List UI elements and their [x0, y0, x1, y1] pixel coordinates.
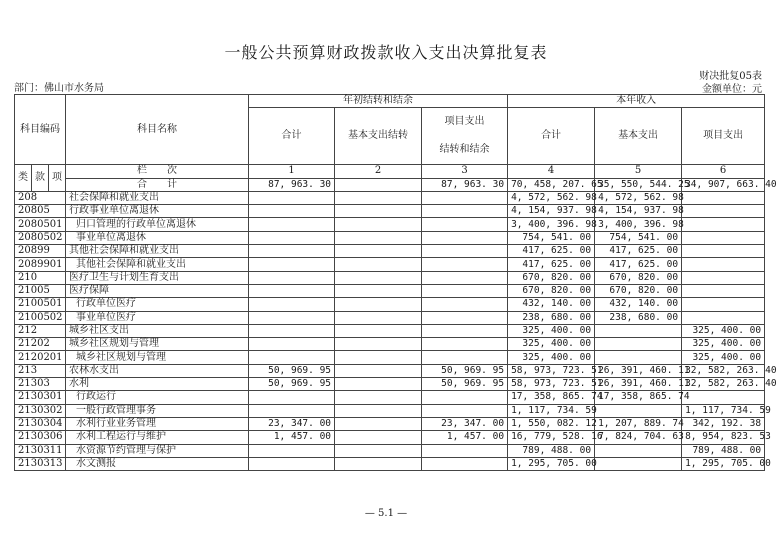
amount-cell — [682, 258, 765, 271]
header-section: 款 — [32, 165, 49, 192]
amount-cell — [249, 205, 335, 218]
amount-cell — [682, 298, 765, 311]
subject-code-cell: 2130311 — [15, 444, 66, 457]
amount-cell — [335, 417, 422, 430]
amount-cell: 1, 117, 734. 59 — [682, 404, 765, 417]
subject-code-cell: 20899 — [15, 245, 66, 258]
header-begin-project-line1: 项目支出 — [444, 116, 485, 128]
amount-cell: 4, 154, 937. 98 — [508, 205, 595, 218]
amount-cell: 1, 117, 734. 59 — [508, 404, 595, 417]
header-begin-total: 合计 — [249, 108, 335, 165]
subject-name-cell: 水利行业业务管理 — [66, 417, 249, 430]
amount-cell — [335, 311, 422, 324]
subject-name-cell: 医疗保障 — [66, 284, 249, 297]
amount-cell: 325, 400. 00 — [508, 351, 595, 364]
col-num-1: 1 — [249, 165, 335, 178]
amount-cell — [422, 391, 508, 404]
amount-cell — [682, 284, 765, 297]
amount-cell: 58, 973, 723. 51 — [508, 364, 595, 377]
amount-cell: 754, 541. 00 — [508, 231, 595, 244]
amount-cell — [335, 457, 422, 470]
total-cell: 35, 550, 544. 25 — [595, 178, 682, 191]
amount-cell: 23, 347. 00 — [249, 417, 335, 430]
amount-cell: 342, 192. 38 — [682, 417, 765, 430]
total-cell: 87, 963. 30 — [249, 178, 335, 191]
amount-cell — [682, 231, 765, 244]
amount-cell: 26, 391, 460. 11 — [595, 364, 682, 377]
amount-cell — [335, 284, 422, 297]
amount-cell — [249, 311, 335, 324]
subject-code-cell: 2120201 — [15, 351, 66, 364]
header-begin-project — [422, 108, 508, 165]
amount-cell — [249, 271, 335, 284]
subject-name-cell: 行政运行 — [66, 391, 249, 404]
amount-cell — [249, 404, 335, 417]
amount-cell — [249, 324, 335, 337]
amount-cell — [335, 231, 422, 244]
table-row — [15, 404, 765, 417]
amount-cell: 670, 820. 00 — [595, 284, 682, 297]
total-cell: 34, 907, 663. 40 — [682, 178, 765, 191]
col-num-3: 3 — [422, 165, 508, 178]
header-begin-project-line2: 结转和结余 — [439, 144, 490, 156]
amount-cell: 58, 973, 723. 51 — [508, 378, 595, 391]
amount-cell: 670, 820. 00 — [595, 271, 682, 284]
amount-cell — [335, 218, 422, 231]
amount-cell: 3, 400, 396. 98 — [508, 218, 595, 231]
amount-cell — [335, 444, 422, 457]
col-num-6: 6 — [682, 165, 765, 178]
amount-cell: 1, 295, 705. 00 — [682, 457, 765, 470]
subject-code-cell: 210 — [15, 271, 66, 284]
amount-cell — [682, 271, 765, 284]
table-row — [15, 351, 765, 364]
table-row — [15, 271, 765, 284]
table-row — [15, 457, 765, 470]
amount-cell — [249, 218, 335, 231]
header-subject-name: 科目名称 — [66, 95, 249, 165]
subject-name-cell: 水资源节约管理与保护 — [66, 444, 249, 457]
amount-cell — [422, 298, 508, 311]
amount-cell: 50, 969. 95 — [249, 378, 335, 391]
subject-code-cell: 2080502 — [15, 231, 66, 244]
amount-cell: 789, 488. 00 — [508, 444, 595, 457]
subject-code-cell: 213 — [15, 364, 66, 377]
table-row — [15, 324, 765, 337]
amount-cell — [335, 191, 422, 204]
amount-cell: 4, 572, 562. 98 — [595, 191, 682, 204]
amount-cell — [682, 245, 765, 258]
subject-name-cell: 城乡社区规划与管理 — [66, 351, 249, 364]
amount-cell: 1, 207, 889. 74 — [595, 417, 682, 430]
amount-cell: 417, 625. 00 — [595, 258, 682, 271]
amount-cell — [335, 205, 422, 218]
amount-cell — [422, 351, 508, 364]
subject-name-cell: 社会保障和就业支出 — [66, 191, 249, 204]
total-cell: 87, 963. 30 — [422, 178, 508, 191]
subject-name-cell: 城乡社区支出 — [66, 324, 249, 337]
subject-name-cell: 事业单位离退休 — [66, 231, 249, 244]
amount-cell: 238, 680. 00 — [508, 311, 595, 324]
amount-cell — [335, 258, 422, 271]
amount-cell — [422, 404, 508, 417]
table-row — [15, 231, 765, 244]
subject-code-cell: 212 — [15, 324, 66, 337]
table-row — [15, 364, 765, 377]
col-num-5: 5 — [595, 165, 682, 178]
amount-cell — [249, 284, 335, 297]
amount-cell — [422, 457, 508, 470]
currency-unit: 金额单位：元 — [702, 84, 762, 95]
amount-cell: 3, 400, 396. 98 — [595, 218, 682, 231]
total-cell — [335, 178, 422, 191]
amount-cell — [335, 324, 422, 337]
amount-cell — [682, 391, 765, 404]
amount-cell — [682, 311, 765, 324]
header-class: 类 — [15, 165, 32, 192]
amount-cell: 17, 358, 865. 74 — [508, 391, 595, 404]
amount-cell: 789, 488. 00 — [682, 444, 765, 457]
amount-cell: 238, 680. 00 — [595, 311, 682, 324]
amount-cell — [422, 218, 508, 231]
table-row — [15, 444, 765, 457]
amount-cell — [422, 258, 508, 271]
page-number: — 5.1 — — [364, 508, 408, 519]
amount-cell: 670, 820. 00 — [508, 271, 595, 284]
subject-name-cell: 行政单位医疗 — [66, 298, 249, 311]
amount-cell — [249, 258, 335, 271]
header-income-total: 合计 — [508, 108, 595, 165]
table-row — [15, 338, 765, 351]
header-income-project: 项目支出 — [682, 108, 765, 165]
amount-cell — [422, 338, 508, 351]
subject-code-cell: 2130313 — [15, 457, 66, 470]
subject-code-cell: 2080501 — [15, 218, 66, 231]
amount-cell — [422, 245, 508, 258]
table-row — [15, 218, 765, 231]
amount-cell — [595, 324, 682, 337]
form-code: 财决批复05表 — [699, 71, 762, 82]
subject-name-cell: 医疗卫生与计划生育支出 — [66, 271, 249, 284]
amount-cell: 325, 400. 00 — [508, 338, 595, 351]
amount-cell — [249, 191, 335, 204]
table-row — [15, 391, 765, 404]
table-row — [15, 191, 765, 204]
amount-cell: 17, 358, 865. 74 — [595, 391, 682, 404]
amount-cell: 432, 140. 00 — [508, 298, 595, 311]
table-row — [15, 258, 765, 271]
amount-cell — [595, 457, 682, 470]
subject-code-cell: 21202 — [15, 338, 66, 351]
amount-cell — [249, 231, 335, 244]
subject-code-cell: 2130302 — [15, 404, 66, 417]
amount-cell — [335, 364, 422, 377]
table-row — [15, 205, 765, 218]
amount-cell — [422, 271, 508, 284]
amount-cell — [595, 338, 682, 351]
amount-cell: 8, 954, 823. 53 — [682, 431, 765, 444]
amount-cell — [422, 444, 508, 457]
department-label: 部门：佛山市水务局 — [14, 83, 104, 94]
amount-cell — [682, 218, 765, 231]
subject-name-cell: 水利工程运行与维护 — [66, 431, 249, 444]
amount-cell — [335, 378, 422, 391]
total-label: 合 计 — [66, 178, 249, 191]
total-cell: 70, 458, 207. 65 — [508, 178, 595, 191]
header-row-label: 栏 次 — [66, 165, 249, 178]
amount-cell — [249, 391, 335, 404]
col-num-4: 4 — [508, 165, 595, 178]
amount-cell — [249, 245, 335, 258]
subject-code-cell: 21303 — [15, 378, 66, 391]
amount-cell: 1, 457. 00 — [422, 431, 508, 444]
amount-cell — [422, 191, 508, 204]
amount-cell: 417, 625. 00 — [508, 258, 595, 271]
budget-table — [14, 94, 777, 471]
amount-cell — [335, 298, 422, 311]
subject-name-cell: 城乡社区规划与管理 — [66, 338, 249, 351]
col-num-2: 2 — [335, 165, 422, 178]
amount-cell — [595, 404, 682, 417]
subject-code-cell: 21005 — [15, 284, 66, 297]
amount-cell: 754, 541. 00 — [595, 231, 682, 244]
subject-code-cell: 2130306 — [15, 431, 66, 444]
amount-cell: 4, 572, 562. 98 — [508, 191, 595, 204]
header-begin-basic: 基本支出结转 — [335, 108, 422, 165]
amount-cell — [422, 324, 508, 337]
amount-cell — [335, 338, 422, 351]
amount-cell: 417, 625. 00 — [595, 245, 682, 258]
amount-cell — [335, 351, 422, 364]
subject-code-cell: 2100502 — [15, 311, 66, 324]
amount-cell: 325, 400. 00 — [682, 351, 765, 364]
subject-name-cell: 行政事业单位离退休 — [66, 205, 249, 218]
amount-cell: 23, 347. 00 — [422, 417, 508, 430]
header-group-begin: 年初结转和结余 — [249, 95, 508, 108]
subject-code-cell: 2100501 — [15, 298, 66, 311]
amount-cell — [595, 351, 682, 364]
header-income-basic: 基本支出 — [595, 108, 682, 165]
table-row — [15, 245, 765, 258]
header-subject-code: 科目编码 — [15, 95, 66, 165]
header-item: 项 — [49, 165, 66, 192]
table-row — [15, 284, 765, 297]
amount-cell: 1, 550, 082. 12 — [508, 417, 595, 430]
subject-name-cell: 一般行政管理事务 — [66, 404, 249, 417]
amount-cell: 670, 820. 00 — [508, 284, 595, 297]
amount-cell: 325, 400. 00 — [682, 324, 765, 337]
amount-cell: 325, 400. 00 — [508, 324, 595, 337]
subject-code-cell: 208 — [15, 191, 66, 204]
subject-name-cell: 农林水支出 — [66, 364, 249, 377]
amount-cell — [682, 191, 765, 204]
amount-cell — [422, 284, 508, 297]
amount-cell: 7, 824, 704. 63 — [595, 431, 682, 444]
amount-cell: 32, 582, 263. 40 — [682, 378, 765, 391]
amount-cell — [335, 431, 422, 444]
amount-cell: 1, 295, 705. 00 — [508, 457, 595, 470]
amount-cell — [249, 457, 335, 470]
table-row — [15, 417, 765, 430]
amount-cell — [422, 231, 508, 244]
subject-code-cell: 2130301 — [15, 391, 66, 404]
amount-cell — [249, 338, 335, 351]
table-row — [15, 431, 765, 444]
amount-cell: 32, 582, 263. 40 — [682, 364, 765, 377]
subject-name-cell: 其他社会保障和就业支出 — [66, 245, 249, 258]
amount-cell: 26, 391, 460. 11 — [595, 378, 682, 391]
subject-code-cell: 2089901 — [15, 258, 66, 271]
header-group-income: 本年收入 — [508, 95, 765, 108]
amount-cell: 50, 969. 95 — [422, 378, 508, 391]
table-row — [15, 298, 765, 311]
subject-code-cell: 2130304 — [15, 417, 66, 430]
subject-name-cell: 事业单位医疗 — [66, 311, 249, 324]
amount-cell — [335, 391, 422, 404]
amount-cell — [682, 205, 765, 218]
amount-cell: 1, 457. 00 — [249, 431, 335, 444]
amount-cell — [335, 245, 422, 258]
amount-cell: 432, 140. 00 — [595, 298, 682, 311]
amount-cell — [249, 351, 335, 364]
amount-cell — [249, 298, 335, 311]
amount-cell: 50, 969. 95 — [422, 364, 508, 377]
amount-cell — [335, 404, 422, 417]
table-row — [15, 378, 765, 391]
amount-cell: 4, 154, 937. 98 — [595, 205, 682, 218]
amount-cell — [249, 444, 335, 457]
amount-cell — [422, 205, 508, 218]
amount-cell — [335, 271, 422, 284]
amount-cell: 325, 400. 00 — [682, 338, 765, 351]
subject-name-cell: 其他社会保障和就业支出 — [66, 258, 249, 271]
table-row — [15, 311, 765, 324]
amount-cell: 417, 625. 00 — [508, 245, 595, 258]
amount-cell — [422, 311, 508, 324]
amount-cell: 50, 969. 95 — [249, 364, 335, 377]
subject-name-cell: 水利 — [66, 378, 249, 391]
subject-code-cell: 20805 — [15, 205, 66, 218]
amount-cell: 16, 779, 528. 16 — [508, 431, 595, 444]
subject-name-cell: 水文测报 — [66, 457, 249, 470]
report-title: 一般公共预算财政拨款收入支出决算批复表 — [224, 43, 548, 62]
subject-name-cell: 归口管理的行政单位离退休 — [66, 218, 249, 231]
amount-cell — [595, 444, 682, 457]
